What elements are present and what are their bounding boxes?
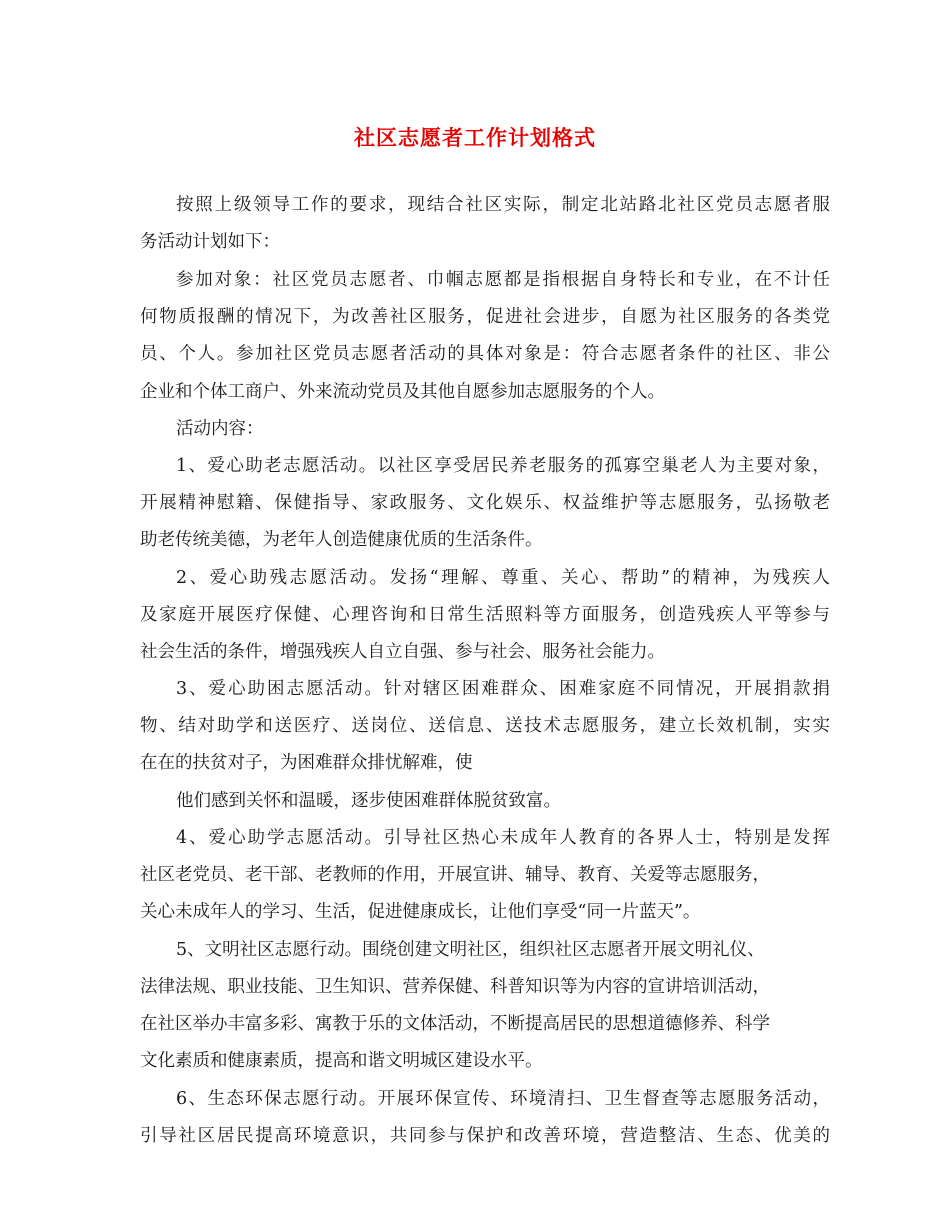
paragraph-line: 开展精神慰籍、保健指导、家政服务、文化娱乐、权益维护等志愿服务，弘扬敬老: [140, 493, 830, 513]
paragraph-line: 3、爱心助困志愿活动。针对辖区困难群众、困难家庭不同情况，开展捐款捐: [176, 679, 830, 699]
paragraph-line: 在社区举办丰富多彩、寓教于乐的文体活动，不断提高居民的思想道德修养、科学: [140, 1014, 770, 1034]
paragraph-line: 社会生活的条件，增强残疾人自立自强、参与社会、服务社会能力。: [140, 642, 665, 662]
paragraph-line: 社区老党员、老干部、老教师的作用，开展宣讲、辅导、教育、关爱等志愿服务，: [140, 865, 770, 885]
paragraph-line: 他们感到关怀和温暖，逐步使困难群体脱贫致富。: [176, 791, 561, 811]
document-title: 社区志愿者工作计划格式: [354, 125, 596, 150]
paragraph-line: 物、结对助学和送医疗、送岗位、送信息、送技术志愿服务，建立长效机制，实实: [140, 716, 830, 736]
paragraph-line: 6、生态环保志愿行动。开展环保宣传、环境清扫、卫生督查等志愿服务活动，: [176, 1089, 830, 1109]
paragraph-line: 2、爱心助残志愿活动。发扬“理解、尊重、关心、帮助”的精神，为残疾人: [176, 568, 830, 588]
paragraph-line: 文化素质和健康素质，提高和谐文明城区建设水平。: [140, 1051, 543, 1071]
paragraph-line: 在在的扶贫对子，为困难群众排忧解难，使: [140, 753, 473, 773]
paragraph-line: 关心未成年人的学习、生活，促进健康成长，让他们享受“同一片蓝天”。: [140, 902, 701, 922]
paragraph-line: 及家庭开展医疗保健、心理咨询和日常生活照料等方面服务，创造残疾人平等参与: [140, 605, 830, 625]
paragraph-line: 何物质报酬的情况下，为改善社区服务，促进社会进步，自愿为社区服务的各类党: [140, 307, 830, 327]
paragraph-line: 按照上级领导工作的要求，现结合社区实际，制定北站路北社区党员志愿者服: [176, 195, 830, 215]
paragraph-line: 员、个人。参加社区党员志愿者活动的具体对象是：符合志愿者条件的社区、非公: [140, 344, 830, 364]
paragraph-line: 引导社区居民提高环境意识，共同参与保护和改善环境，营造整洁、生态、优美的: [140, 1126, 830, 1146]
paragraph-line: 4、爱心助学志愿活动。引导社区热心未成年人教育的各界人士，特别是发挥: [176, 828, 830, 848]
paragraph-line: 法律法规、职业技能、卫生知识、营养保健、科普知识等为内容的宣讲培训活动，: [140, 977, 770, 997]
paragraph-line: 务活动计划如下：: [140, 232, 280, 252]
paragraph-line: 企业和个体工商户、外来流动党员及其他自愿参加志愿服务的个人。: [140, 382, 665, 402]
paragraph-line: 1、爱心助老志愿活动。以社区享受居民养老服务的孤寡空巢老人为主要对象，: [176, 456, 830, 476]
paragraph-line: 活动内容：: [176, 419, 264, 439]
paragraph-line: 5、文明社区志愿行动。围绕创建文明社区，组织社区志愿者开展文明礼仪、: [176, 940, 765, 960]
paragraph-line: 参加对象：社区党员志愿者、巾帼志愿都是指根据自身特长和专业，在不计任: [176, 270, 830, 290]
paragraph-line: 助老传统美德，为老年人创造健康优质的生活条件。: [140, 530, 543, 550]
